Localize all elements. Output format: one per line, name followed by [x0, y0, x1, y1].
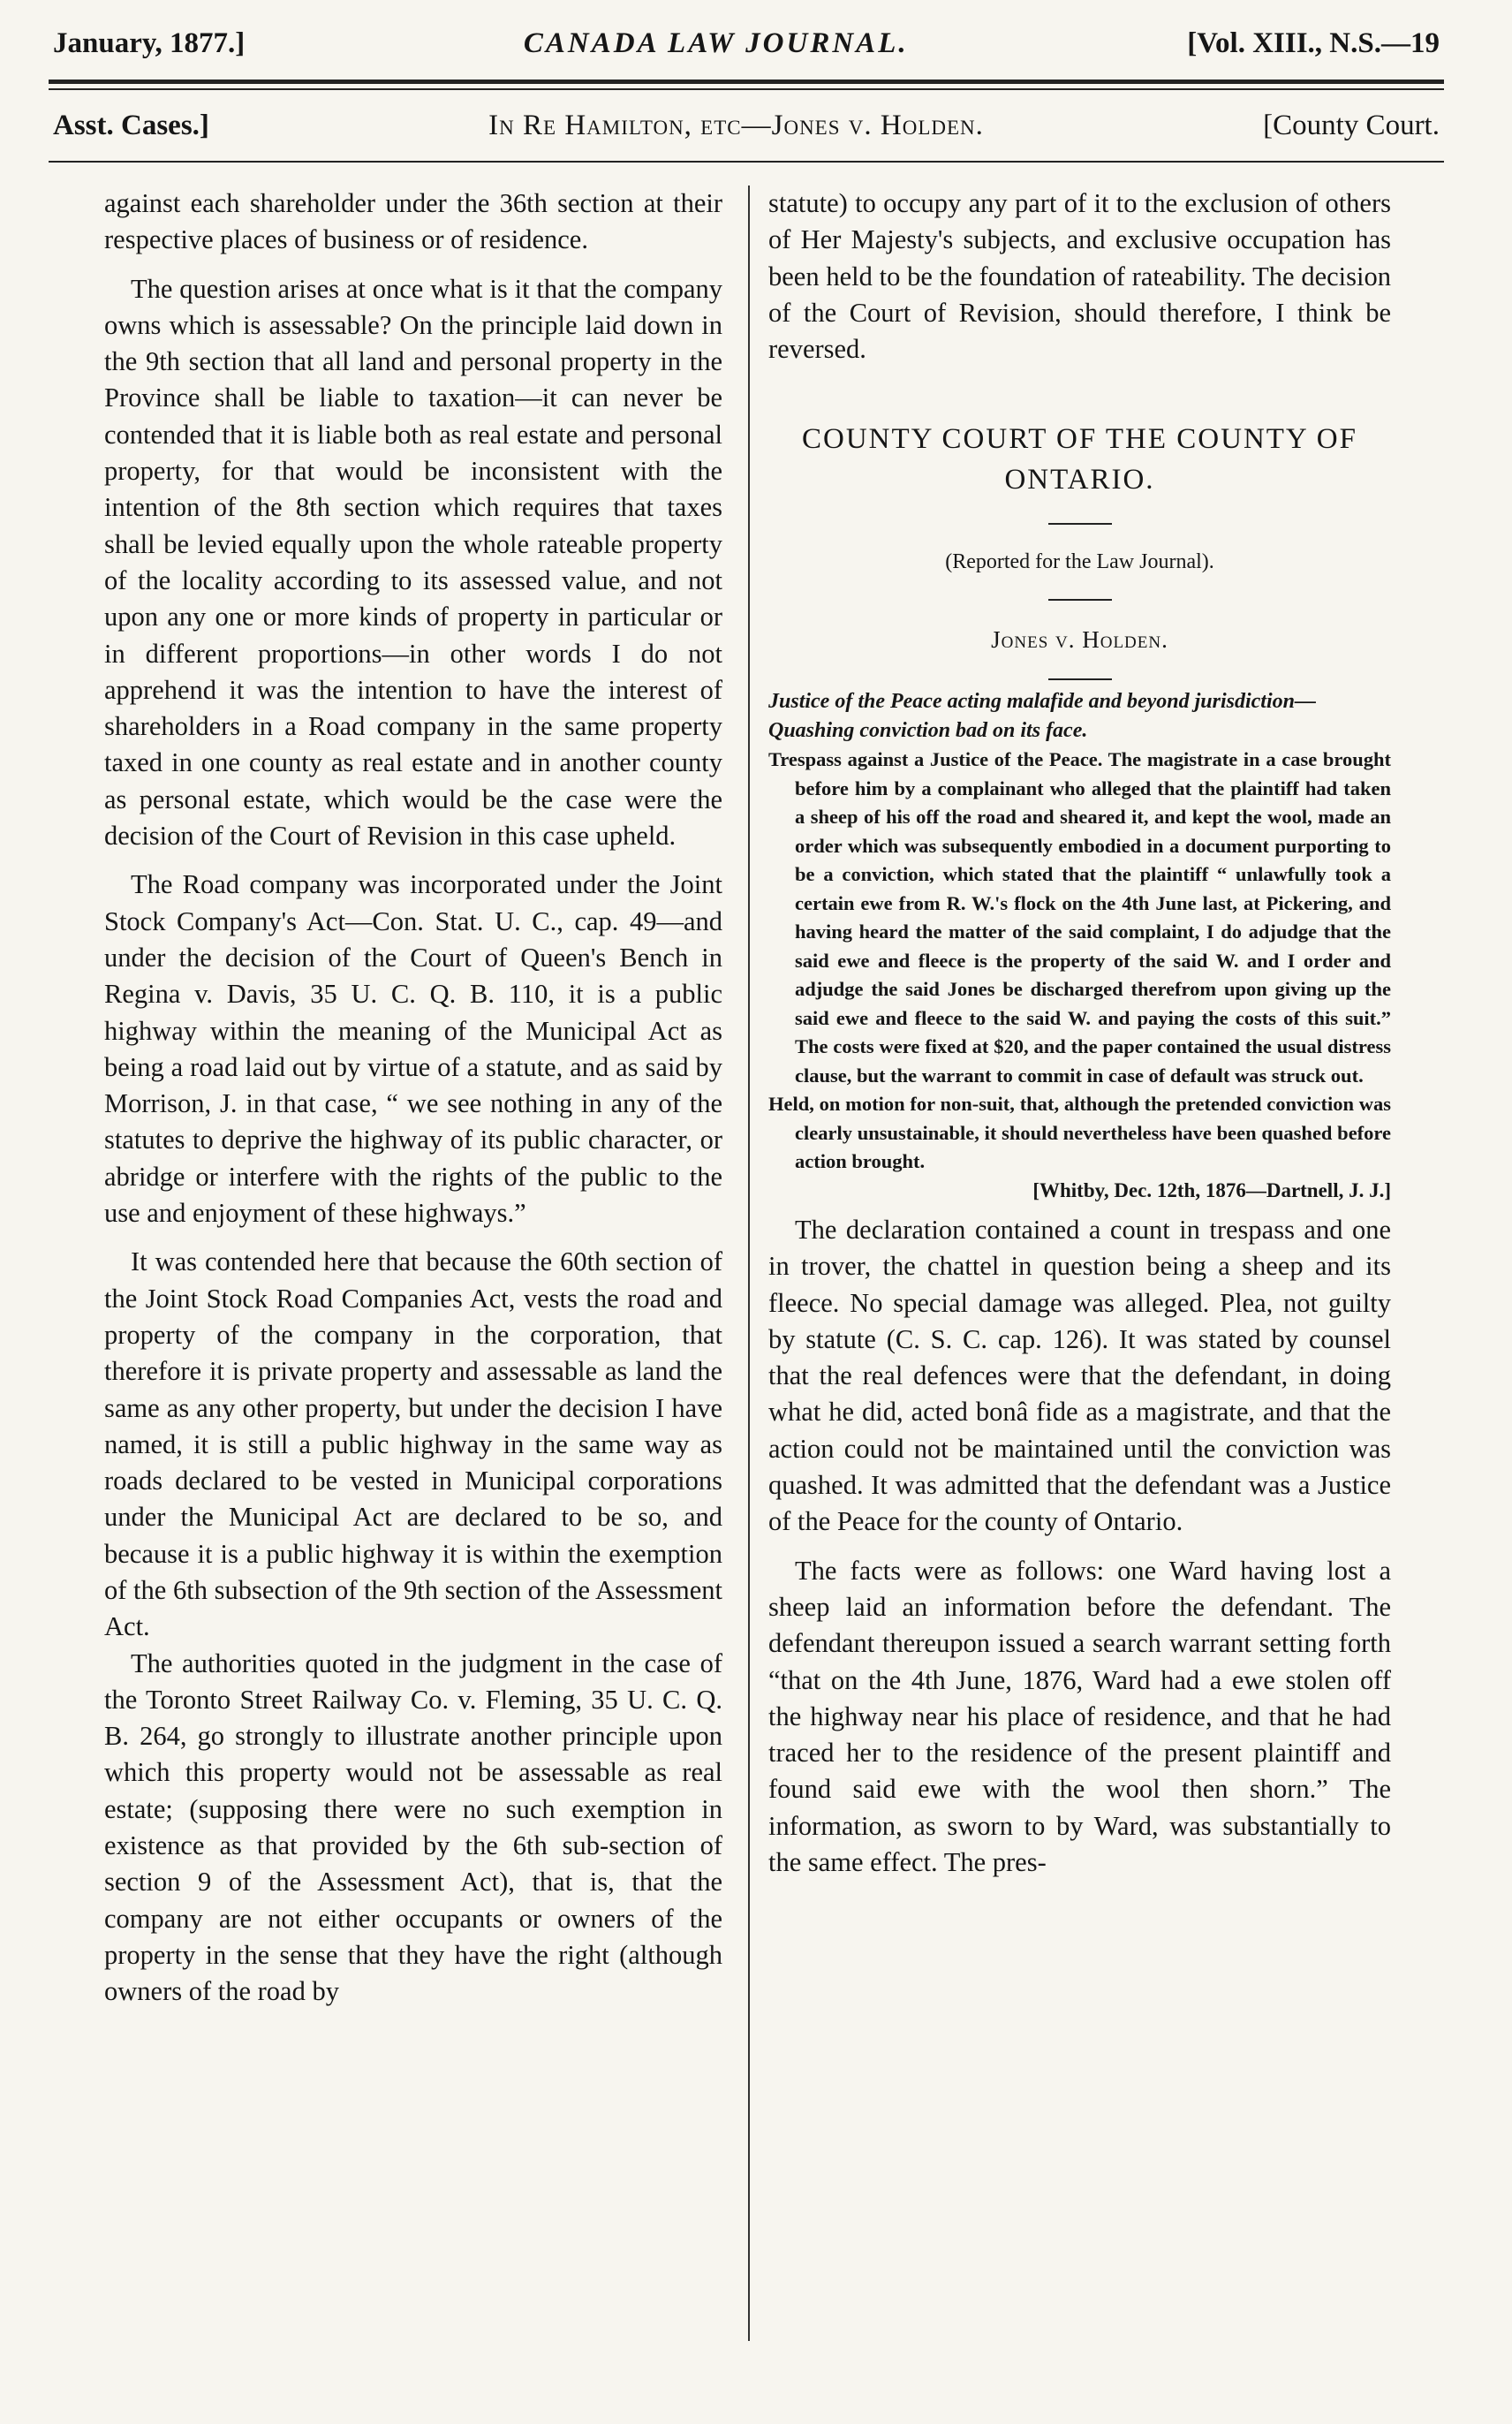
- paragraph: It was contended here that because the 60th section of the Joint Stock Road Companies Act, vests the road and property of the company in the corporation, that therefore it is private property and assessable as land the same as any other property, but under the decision I have named, it is still a public highway in the same way as roads declared to be vested in Municipal corporations under the Municipal Act are declared to be so, and because it is a public highway it is within the exemption of the 6th subsection of the 9th section of the Assessment Act.: [104, 1246, 722, 1642]
- left-column: [104, 186, 722, 2011]
- reported-note: (Reported for the Law Journal).: [945, 550, 1214, 574]
- paragraph: The Road company was incorporated under the Joint Stock Company's Act—Con. Stat. U. C., cap. 49—and under the decision of the Court of Queen's Bench in Regina v. Davis, 35 U. C. Q. B. 110, it is a public highway within the meaning of the Municipal Act as being a road laid out by virtue of a statute, and as said by Morrison, J. in that case, “ we see nothing in any of the statutes to deprive the highway of its public character, or abridge or interfere with the rights of the public to the use and enjoyment of these highways.”: [104, 869, 722, 1229]
- paragraph: The declaration contained a count in trespass and one in trover, the chattel in question being a sheep and its fleece. No special damage was alleged. Plea, not guilty by statute (C. S. C. cap. 126). It was stated by counsel that the real defences were that the defendant, in doing what he did, acted bonâ fide as a magistrate, and that the action could not be maintained until the conviction was quashed. It was admitted that the defendant was a Justice of the Peace for the county of Ontario.: [768, 1214, 1391, 1537]
- paragraph: The authorities quoted in the judgment in the case of the Toronto Street Railway Co. v. Fleming, 35 U. C. Q. B. 264, go strongly to illustrate another principle upon which this property would not be assessable as real estate; (supposing there were no such exemption in existence as that provided by the 6th sub-section of section 9 of the Assessment Act), that is, that the company are not either occupants or owners of the property in the sense that they have the right (although owners of the road by: [104, 1648, 722, 2007]
- journal-title: CANADA LAW JOURNAL.: [523, 27, 909, 59]
- header-rule-thin: [49, 88, 1444, 90]
- issue-date: January, 1877.]: [53, 27, 246, 59]
- divider: [1048, 678, 1112, 680]
- section-header: [53, 102, 1440, 150]
- section-rule: [49, 161, 1444, 163]
- running-header: [53, 16, 1440, 71]
- header-rule-thick: [49, 80, 1444, 84]
- paragraph: The question arises at once what is it that the company owns which is assessable? On the principle laid down in the 9th section that all land and personal property in the Province shall be liable to taxation—it can never be contended that it is liable both as real estate and personal property, for that would be inconsistent with the intention of the 8th section which requires that taxes shall be levied equally upon the whole rateable property of the locality according to its assessed value, and not upon any one or more kinds of property in particular or in different proportions—in other words I do not apprehend it was the intention to have the interest of shareholders in a Road company in the same property taxed in one county as real estate and in another county as personal estate, which would be the case were the decision of the Court of Revision in this case upheld.: [104, 273, 722, 852]
- syllabus: Justice of the Peace acting malafide and beyond jurisdiction—Quashing conviction bad on its face.: [768, 690, 1316, 743]
- volume-page: [Vol. XIII., N.S.—19: [1187, 27, 1440, 59]
- section-label: Asst. Cases.]: [53, 110, 209, 141]
- citation: [Whitby, Dec. 12th, 1876—Dartnell, J. J.]: [1032, 1178, 1391, 1201]
- column-divider: [748, 186, 750, 2341]
- paragraph: statute) to occupy any part of it to the exclusion of others of Her Majesty's subjects, and exclusive occupation has been held to be the foundation of rateability. The decision of the Court of Revision, should therefore, I think be reversed.: [768, 188, 1391, 365]
- court-heading: COUNTY COURT OF THE COUNTY OF ONTARIO.: [802, 423, 1357, 496]
- case-name: Jones v. Holden.: [991, 626, 1168, 654]
- divider: [1048, 599, 1112, 601]
- divider: [1048, 523, 1112, 525]
- paragraph: against each shareholder under the 36th section at their respective places of business or of residence.: [104, 188, 722, 255]
- right-column: [768, 186, 1391, 1881]
- court-label: [County Court.: [1263, 110, 1440, 141]
- paragraph: The facts were as follows: one Ward having lost a sheep laid an information before the defendant. The defendant thereupon issued a search warrant setting forth “that on the 4th June, 1876, Ward had a ewe stolen off the highway near his place of residence, and that he had traced her to the residence of the present plaintiff and found said ewe with the wool then shorn.” The information, as sworn to by Ward, was substantially to the same effect. The pres-: [768, 1555, 1391, 1878]
- headnote: Held, on motion for non-suit, that, although the pretended conviction was clearly unsustainable, it should nevertheless have been quashed before action brought.: [768, 1093, 1391, 1173]
- case-title: In Re Hamilton, etc—Jones v. Holden.: [488, 110, 984, 141]
- headnote: Trespass against a Justice of the Peace. The magistrate in a case brought before him by a complainant who alleged that the plaintiff had taken a sheep of his off the road and sheared it, and kept the wool, made an order which was subsequently embodied in a document purporting to be a conviction, which stated that the plaintiff “ unlawfully took a certain ewe from R. W.'s flock on the 4th June last, at Pickering, and having heard the matter of the said complaint, I do adjudge that the said ewe and fleece is the property of the said W. and I order and adjudge the said Jones be discharged therefrom upon giving up the said ewe and fleece to the said W. and paying the costs of this suit.” The costs were fixed at $20, and the paper contained the usual distress clause, but the warrant to commit in case of default was struck out.: [768, 748, 1391, 1087]
